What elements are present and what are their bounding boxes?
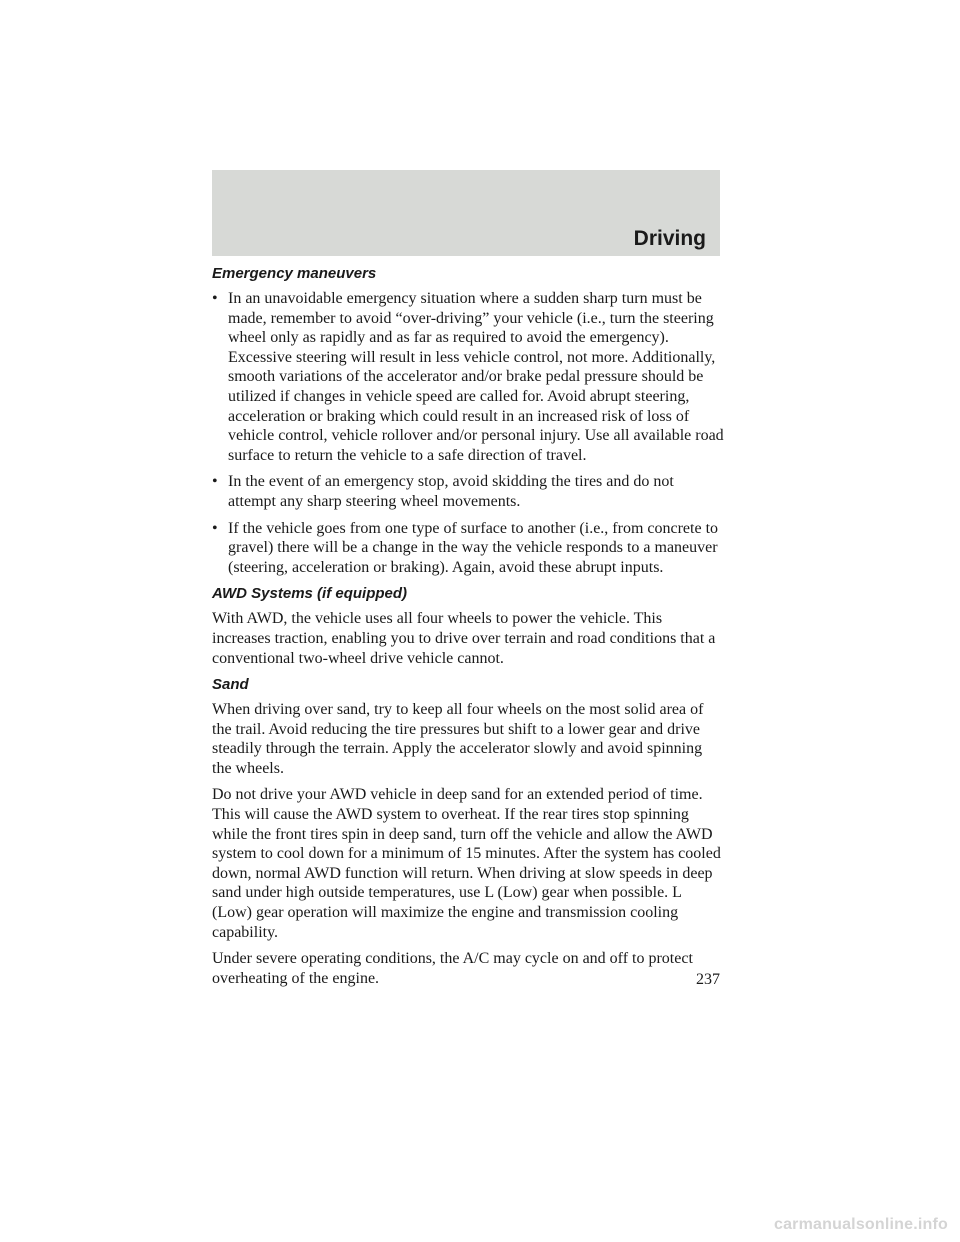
list-item	[212, 472, 724, 511]
bullet-icon: •	[212, 473, 218, 491]
watermark: carmanualsonline.info	[773, 1216, 948, 1233]
list-item-text: In the event of an emergency stop, avoid skidding the tires and do not attempt any sharp steering wheel movements.	[228, 473, 674, 510]
list-item-text: In an unavoidable emergency situation where a sudden sharp turn must be made, remember to avoid “over-driving” your vehicle (i.e., turn the steering wheel only as rapidly and as far as required to avoid the emergency). Excessive steering will result in less vehicle control, not more. Additionally, smooth variations of the accelerator and/or brake pedal pressure should be utilized if changes in vehicle speed are called for. Avoid abrupt steering, acceleration or braking which could result in an increased risk of loss of vehicle control, vehicle rollover and/or personal injury. Use all available road surface to return the vehicle to a safe direction of travel.	[228, 290, 724, 464]
awd-paragraph: With AWD, the vehicle uses all four wheels to power the vehicle. This increases traction, enabling you to drive over terrain and road conditions that a conventional two-wheel drive vehicle cannot.	[212, 610, 716, 667]
sand-paragraph-3: Under severe operating conditions, the A/C may cycle on and off to protect overheating of the engine.	[212, 950, 693, 987]
page-number: 237	[696, 971, 720, 988]
section-header-band	[212, 170, 720, 256]
heading-awd-systems: AWD Systems (if equipped)	[212, 585, 408, 603]
emergency-bullet-list	[212, 289, 724, 577]
heading-sand: Sand	[212, 676, 249, 694]
sand-paragraph-1: When driving over sand, try to keep all four wheels on the most solid area of the trail. Avoid reducing the tire pressures but shift to a lower gear and drive steadily through the terrain. Apply the accelerator slowly and avoid spinning the wheels.	[212, 701, 704, 777]
page-content	[212, 264, 724, 995]
section-title: Driving	[633, 227, 706, 250]
bullet-icon: •	[212, 519, 218, 537]
list-item	[212, 519, 724, 578]
bullet-icon: •	[212, 290, 218, 307]
sand-paragraph-2: Do not drive your AWD vehicle in deep sand for an extended period of time. This will cause the AWD system to overheat. If the rear tires stop spinning while the front tires spin in deep sand, turn off the vehicle and allow the AWD system to cool down for a minimum of 15 minutes. After the system has cooled down, normal AWD function will return. When driving at slow speeds in deep sand under high outside temperatures, use L (Low) gear when possible. L (Low) gear operation will maximize the engine and transmission cooling capability.	[212, 786, 721, 941]
list-item-text: If the vehicle goes from one type of surface to another (i.e., from concrete to gravel) there will be a change in the way the vehicle responds to a maneuver (steering, acceleration or braking). Again, avoid these abrupt inputs.	[228, 519, 719, 576]
list-item	[212, 289, 724, 465]
heading-emergency-maneuvers: Emergency maneuvers	[212, 265, 377, 282]
